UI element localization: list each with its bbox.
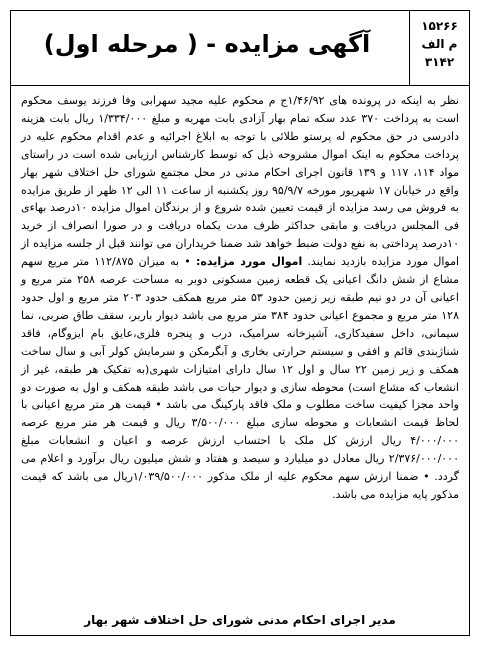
- reference-code-box: [409, 11, 469, 85]
- reference-code-line-2: م الف: [421, 37, 458, 51]
- notice-title: آگهی مزایده - ( مرحله اول): [43, 30, 371, 58]
- reference-code-line-1: ۱۵۲۶۶: [421, 19, 458, 33]
- reference-code-line-3: ۳۱۴۲: [424, 55, 455, 69]
- notice-body-paragraph: [21, 92, 459, 504]
- notice-signature: مدیر اجرای احکام مدنی شورای حل اختلاف شهر بهار: [84, 613, 396, 627]
- auction-items-description: • به میزان ۱۱۲/۸۷۵ متر مربع سهم مشاع از شش دانگ اعیانی یک قطعه زمین مسکونی دوبر به مساحت عرصه ۲۵۸ متر مربع و اعیانی آن در دو نیم طبقه زیر زمین حدود ۵۳ متر مربع همکف حدود ۲۰۳ متر مربع و اول حدود ۱۲۸ متر مربع و مجموع اعیانی حدود ۳۸۴ متر مربع می باشد دیوار باربر، سقف طاق ضربی، نما سیمانی، داخل سفیدکاری، آشپزخانه سرامیک، درب و پنجره فلزی،عایق بام ایزوگام، فاقد شناژبندی قائم و افقی و سیستم حرارتی بخاری و آبگرمکن و سرمایش کولر آبی و سال ساخت همکف و زیر زمین ۲۲ سال و اول ۱۲ سال دارای امتیازات شهری(به تفکیک هر طبقه، غیر از انشعاب که مشاع است) محوطه سازی و دیوار حیات می باشد طبقه همکف و اول به صورت دو واحد مجزا کیفیت ساخت مطلوب و ملک فاقد پارکینگ می باشد • قیمت هر متر مربع اعیانی با لحاظ قیمت انشعابات و محوطه سازی مبلغ ۳/۵۰۰/۰۰۰ ریال و قیمت هر متر مربع عرصه ۴/۰۰۰/۰۰۰ ریال ارزش کل ملک با احتساب ارزش عرصه و اعیان و انشعابات مبلغ ۲/۳۷۶/۰۰۰/۰۰۰ ریال معادل دو میلیارد و سیصد و هفتاد و شش میلیون ریال برآورد و اعلام می گردد. • ضمنا ارزش سهم محکوم علیه از ملک مذکور ۱/۰۳۹/۵۰۰/۰۰۰ریال می باشد که قیمت مذکور پایه مزایده می باشد.: [21, 255, 459, 501]
- notice-body: [11, 86, 469, 504]
- notice-intro-text: نظر به اینکه در پرونده های ۱/۴۶/۹۲ج م محکوم علیه مجید سهرابی وفا فرزند یوسف محکوم است به پرداخت ۳۷۰ عدد سکه تمام بهار آزادی بابت مهریه و مبلغ ۱/۳۳۴/۰۰۰ ریال بابت هزینه دادرسی در حق محکوم له پرستو طلائی با توجه به ابلاغ اجرائیه و عدم اقدام محکوم علیه در پرداخت محکوم به اینک اموال مشروحه ذیل که توسط کارشناس ارزیابی شده است در راستای مواد ۱۱۴، ۱۱۷ و ۱۳۹ قانون اجرای احکام مدنی در محل مجتمع شورای حل اختلاف شهر بهار واقع در خیابان ۱۷ شهریور مورخه ۹۵/۹/۷ روز یکشنبه از ساعت ۱۱ الی ۱۲ ظهر از طریق مزایده به فروش می رسد مزایده از قیمت تعیین شده شروع و از برندگان اموال مزایده ۱۰درصد بها‌ء‌ی فی المجلس دریافت و مابقی حداکثر ظرف مدت یکماه دریافت و در صورا انصراف از خرید ۱۰درصد پرداختی به نفع دولت ضبط خواهد شد ضمنا خریداران می توانند قبل از جلسه مزایده از اموال مورد مزایده بازدید نمایند.: [21, 94, 460, 269]
- auction-items-label: اموال مورد مزایده:: [195, 255, 303, 269]
- auction-notice: [10, 10, 470, 636]
- notice-header: [11, 11, 469, 86]
